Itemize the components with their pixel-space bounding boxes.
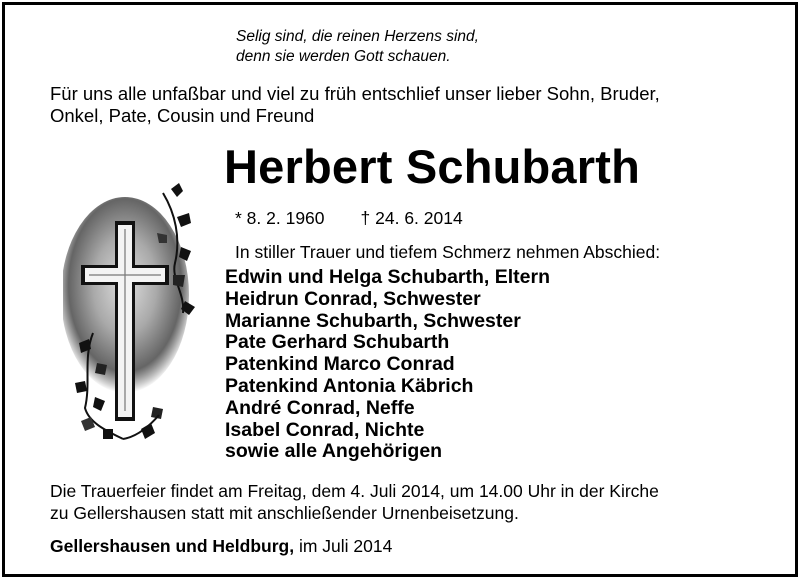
mourner-item: Edwin und Helga Schubarth, Eltern <box>225 266 551 288</box>
life-dates <box>235 207 463 229</box>
closing-places: Gellershausen und Heldburg, <box>50 536 295 556</box>
mourner-item: Patenkind Antonia Käbrich <box>225 374 474 397</box>
verse-line-1: Selig sind, die reinen Herzens sind, <box>236 28 479 45</box>
service-line-1: Die Trauerfeier findet am Freitag, dem 4. Juli 2014, um 14.00 Uhr in der Kirche <box>50 481 659 501</box>
closing-date: im Juli 2014 <box>298 536 393 556</box>
mourner-item: Isabel Conrad, Nichte <box>225 418 425 441</box>
bible-verse <box>236 27 479 67</box>
mourners-list <box>225 267 550 463</box>
mourner-item: Patenkind Marco Conrad <box>225 353 455 376</box>
intro-line-2: Onkel, Pate, Cousin und Freund <box>50 105 315 126</box>
intro-line-1: Für uns alle unfaßbar und viel zu früh entschlief unser lieber Sohn, Bruder, <box>50 83 660 104</box>
mourner-item: André Conrad, Neffe <box>225 396 415 419</box>
closing-line <box>50 535 392 557</box>
mourner-item: Heidrun Conrad, Schwester <box>225 287 481 310</box>
mourner-item: Marianne Schubarth, Schwester <box>225 309 521 332</box>
service-line-2: zu Gellershausen statt mit anschließender Urnenbeisetzung. <box>50 503 519 523</box>
service-info <box>50 480 659 524</box>
mourning-intro: In stiller Trauer und tiefem Schmerz nehmen Abschied: <box>235 242 661 262</box>
mourner-item: sowie alle Angehörigen <box>225 440 443 463</box>
death-date: † 24. 6. 2014 <box>360 208 463 228</box>
verse-line-2: denn sie werden Gott schauen. <box>236 48 451 65</box>
deceased-name: Herbert Schubarth <box>224 140 641 193</box>
mourner-item: Pate Gerhard Schubarth <box>225 331 450 354</box>
cross-with-ivy-icon <box>63 183 203 445</box>
intro-text <box>50 83 660 127</box>
birth-date: * 8. 2. 1960 <box>235 208 325 228</box>
obituary-notice <box>2 2 798 577</box>
